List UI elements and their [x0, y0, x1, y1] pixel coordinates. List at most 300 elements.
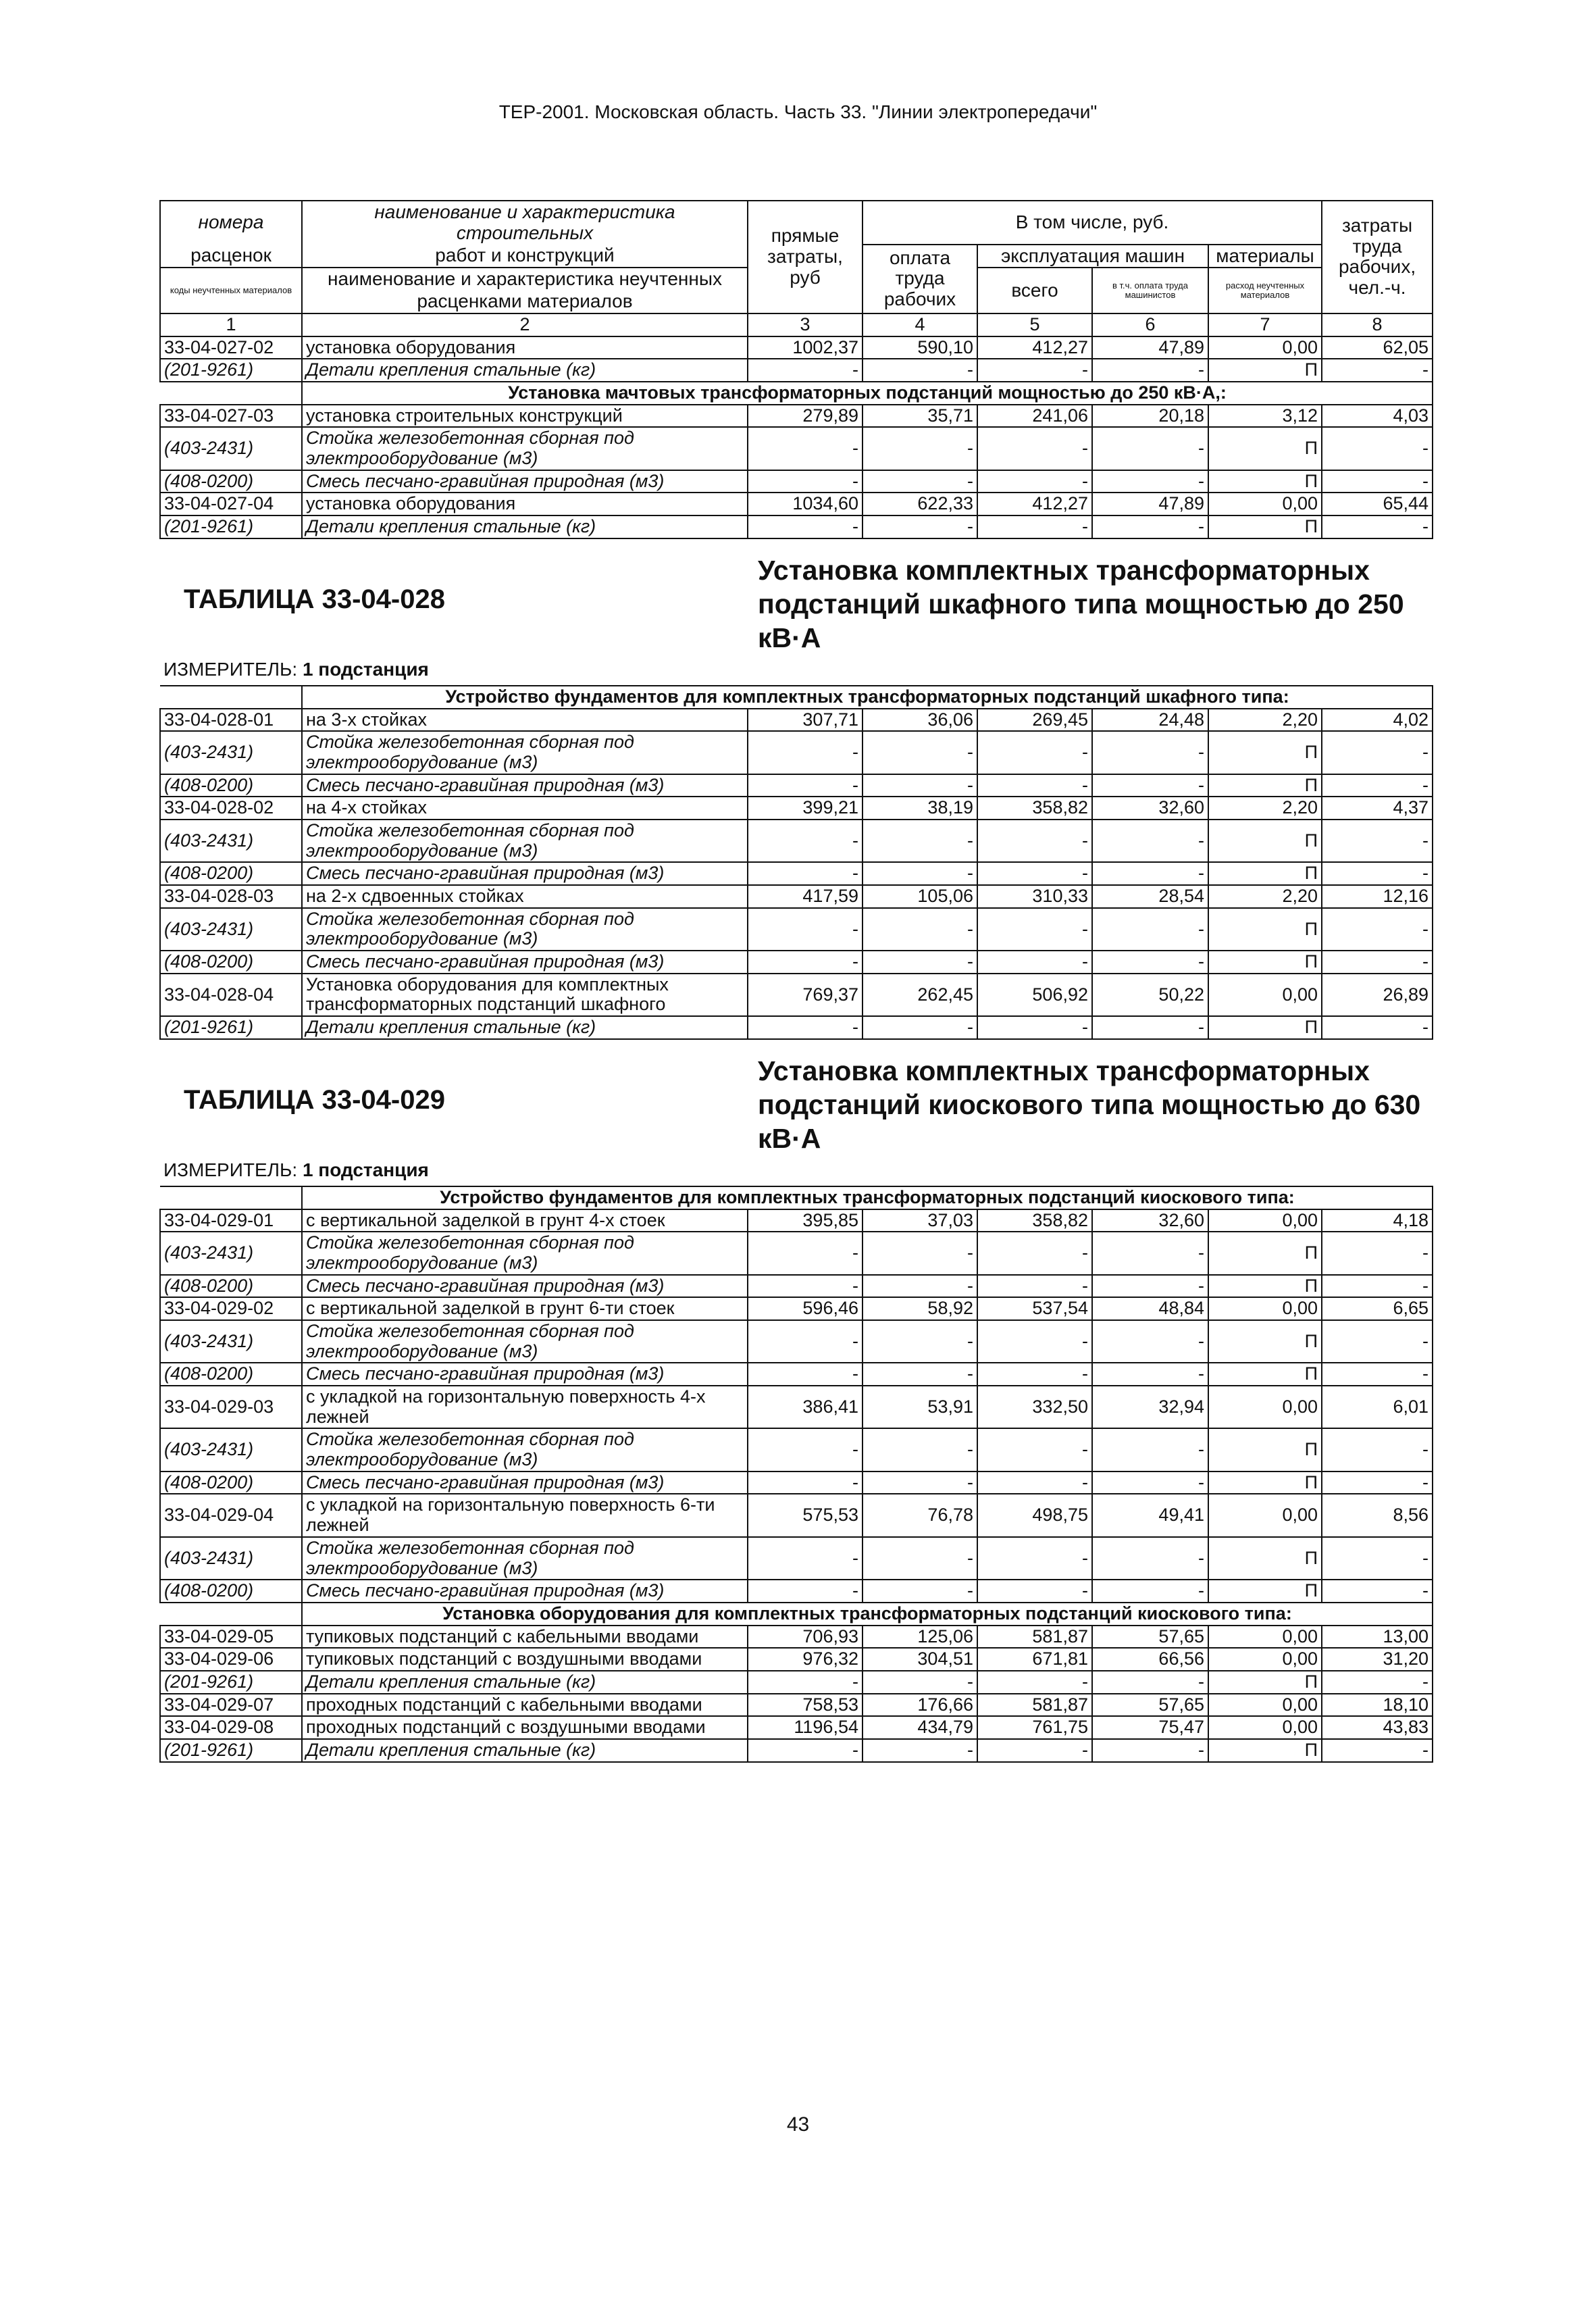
rate-code: 33-04-028-03 — [160, 885, 302, 908]
value-cell: 596,46 — [748, 1297, 863, 1320]
value-cell: - — [1322, 515, 1433, 538]
header-col2-a: наименование и характеристика строительных — [302, 201, 748, 245]
material-row — [160, 820, 1433, 862]
value-cell: 6,65 — [1322, 1297, 1433, 1320]
value-cell: - — [977, 1671, 1092, 1694]
material-row — [160, 1739, 1433, 1762]
rate-code: 33-04-029-01 — [160, 1209, 302, 1232]
table-027-mast-rows — [160, 405, 1433, 538]
value-cell: - — [1322, 1472, 1433, 1494]
material-code: (408-0200) — [160, 1363, 302, 1386]
value-cell: 581,87 — [977, 1694, 1092, 1717]
value-cell: - — [1092, 1739, 1208, 1762]
value-cell: - — [977, 1320, 1092, 1363]
meter-row — [160, 1156, 1433, 1186]
material-name: Стойка железобетонная сборная под электрооборудование (м3) — [302, 820, 748, 862]
column-number: 8 — [1322, 313, 1433, 336]
table-029-title-row — [160, 1039, 1433, 1156]
material-name: Смесь песчано-гравийная природная (м3) — [302, 1580, 748, 1603]
material-name: Стойка железобетонная сборная под электрооборудование (м3) — [302, 1537, 748, 1580]
value-cell: 0,00 — [1208, 493, 1322, 515]
meter-label: ИЗМЕРИТЕЛЬ: — [163, 659, 298, 680]
value-cell: - — [748, 908, 863, 951]
value-cell: - — [1322, 427, 1433, 470]
rate-row — [160, 1694, 1433, 1717]
rate-row — [160, 1648, 1433, 1671]
value-cell: 2,20 — [1208, 709, 1322, 732]
column-number: 6 — [1092, 313, 1208, 336]
value-cell: - — [748, 1016, 863, 1039]
value-cell: - — [1092, 731, 1208, 774]
rate-name: установка строительных конструкций — [302, 405, 748, 428]
rate-name: тупиковых подстанций с воздушными вводами — [302, 1648, 748, 1671]
value-cell: 358,82 — [977, 797, 1092, 820]
table-029-equipment-rows — [160, 1626, 1433, 1762]
header-col3: прямые затраты, руб — [748, 201, 863, 313]
rate-code: 33-04-028-04 — [160, 974, 302, 1016]
value-cell: - — [1322, 1739, 1433, 1762]
rate-row — [160, 797, 1433, 820]
value-cell: 358,82 — [977, 1209, 1092, 1232]
value-cell: - — [748, 1428, 863, 1471]
header-col4: оплата труда рабочих — [863, 245, 977, 313]
value-cell: П — [1208, 774, 1322, 797]
value-cell: П — [1208, 1580, 1322, 1603]
value-cell: П — [1208, 908, 1322, 951]
header-col1-c: коды неучтенных материалов — [160, 268, 302, 313]
value-cell: - — [863, 731, 977, 774]
rate-code: 33-04-028-02 — [160, 797, 302, 820]
value-cell: - — [1322, 731, 1433, 774]
value-cell: - — [1092, 1671, 1208, 1694]
value-cell: - — [1092, 359, 1208, 382]
value-cell: - — [1322, 820, 1433, 862]
material-name: Стойка железобетонная сборная под электрооборудование (м3) — [302, 1320, 748, 1363]
rate-name: на 4-х стойках — [302, 797, 748, 820]
value-cell: 761,75 — [977, 1716, 1092, 1739]
material-name: Смесь песчано-гравийная природная (м3) — [302, 1363, 748, 1386]
material-name: Смесь песчано-гравийная природная (м3) — [302, 470, 748, 493]
material-code: (403-2431) — [160, 1537, 302, 1580]
value-cell: - — [977, 908, 1092, 951]
value-cell: - — [977, 862, 1092, 885]
material-code: (408-0200) — [160, 1275, 302, 1298]
table-name: Установка комплектных трансформаторных подстанций шкафного типа мощностью до 250 кВ·А — [758, 554, 1404, 653]
value-cell: 36,06 — [863, 709, 977, 732]
value-cell: - — [1092, 1363, 1208, 1386]
value-cell: - — [1092, 1320, 1208, 1363]
value-cell: - — [977, 515, 1092, 538]
rate-name: с укладкой на горизонтальную поверхность 4-х лежней — [302, 1386, 748, 1428]
material-code: (201-9261) — [160, 1671, 302, 1694]
value-cell: 706,93 — [748, 1626, 863, 1649]
value-cell: 0,00 — [1208, 1694, 1322, 1717]
value-cell: - — [863, 470, 977, 493]
value-cell: 0,00 — [1208, 1716, 1322, 1739]
material-code: (408-0200) — [160, 862, 302, 885]
material-code: (403-2431) — [160, 427, 302, 470]
value-cell: 4,02 — [1322, 709, 1433, 732]
value-cell: - — [748, 1580, 863, 1603]
value-cell: - — [1322, 1537, 1433, 1580]
value-cell: 1002,37 — [748, 336, 863, 359]
value-cell: - — [748, 1275, 863, 1298]
value-cell: 49,41 — [1092, 1494, 1208, 1536]
value-cell: 976,32 — [748, 1648, 863, 1671]
material-name: Стойка железобетонная сборная под электрооборудование (м3) — [302, 1232, 748, 1274]
value-cell: - — [1322, 908, 1433, 951]
material-code: (403-2431) — [160, 1428, 302, 1471]
material-name: Детали крепления стальные (кг) — [302, 1671, 748, 1694]
value-cell: - — [1322, 1016, 1433, 1039]
value-cell: - — [863, 820, 977, 862]
value-cell: - — [748, 1363, 863, 1386]
rate-code: 33-04-029-04 — [160, 1494, 302, 1536]
value-cell: - — [863, 1428, 977, 1471]
value-cell: 62,05 — [1322, 336, 1433, 359]
value-cell: - — [977, 359, 1092, 382]
material-name: Детали крепления стальные (кг) — [302, 1016, 748, 1039]
material-row — [160, 1428, 1433, 1471]
value-cell: - — [1322, 774, 1433, 797]
value-cell: - — [1092, 470, 1208, 493]
material-code: (408-0200) — [160, 470, 302, 493]
material-row — [160, 774, 1433, 797]
value-cell: 671,81 — [977, 1648, 1092, 1671]
section-row — [160, 686, 1433, 709]
value-cell: 8,56 — [1322, 1494, 1433, 1536]
meter-value: 1 подстанция — [302, 659, 429, 680]
value-cell: 53,91 — [863, 1386, 977, 1428]
material-code: (403-2431) — [160, 1232, 302, 1274]
material-name: Смесь песчано-гравийная природная (м3) — [302, 951, 748, 974]
page-header: ТЕР-2001. Московская область. Часть 33. "Линии электропередачи" — [498, 101, 1098, 122]
value-cell: 35,71 — [863, 405, 977, 428]
value-cell: - — [1092, 1016, 1208, 1039]
material-row — [160, 1363, 1433, 1386]
value-cell: П — [1208, 1275, 1322, 1298]
header-col6: в т.ч. оплата труда машинистов — [1092, 268, 1208, 313]
material-name: Смесь песчано-гравийная природная (м3) — [302, 862, 748, 885]
header-col7-a: материалы — [1208, 245, 1322, 268]
value-cell: 50,22 — [1092, 974, 1208, 1016]
value-cell: 262,45 — [863, 974, 977, 1016]
value-cell: - — [977, 1580, 1092, 1603]
value-cell: П — [1208, 1363, 1322, 1386]
value-cell: - — [1092, 862, 1208, 885]
value-cell: - — [863, 1537, 977, 1580]
value-cell: 310,33 — [977, 885, 1092, 908]
rate-row — [160, 1297, 1433, 1320]
value-cell: - — [863, 774, 977, 797]
value-cell: - — [748, 1320, 863, 1363]
rates-table — [159, 200, 1433, 1763]
value-cell: - — [1322, 1275, 1433, 1298]
value-cell: 269,45 — [977, 709, 1092, 732]
value-cell: 28,54 — [1092, 885, 1208, 908]
value-cell: - — [748, 862, 863, 885]
value-cell: 0,00 — [1208, 1494, 1322, 1536]
value-cell: П — [1208, 862, 1322, 885]
value-cell: 48,84 — [1092, 1297, 1208, 1320]
value-cell: - — [1322, 470, 1433, 493]
value-cell: 18,10 — [1322, 1694, 1433, 1717]
value-cell: 3,12 — [1208, 405, 1322, 428]
rate-code: 33-04-029-03 — [160, 1386, 302, 1428]
value-cell: - — [1322, 359, 1433, 382]
rate-code: 33-04-028-01 — [160, 709, 302, 732]
rate-code: 33-04-029-08 — [160, 1716, 302, 1739]
section-title-mast: Установка мачтовых трансформаторных подстанций мощностью до 250 кВ·А,: — [302, 382, 1433, 405]
value-cell: - — [748, 774, 863, 797]
rate-row — [160, 885, 1433, 908]
material-name: Стойка железобетонная сборная под электрооборудование (м3) — [302, 427, 748, 470]
value-cell: - — [863, 862, 977, 885]
material-row — [160, 1016, 1433, 1039]
material-name: Стойка железобетонная сборная под электрооборудование (м3) — [302, 908, 748, 951]
rate-row — [160, 1494, 1433, 1536]
table-id: ТАБЛИЦА 33-04-029 — [184, 1084, 445, 1115]
value-cell: - — [1322, 1363, 1433, 1386]
value-cell: - — [748, 820, 863, 862]
value-cell: - — [1322, 1320, 1433, 1363]
value-cell: 4,37 — [1322, 797, 1433, 820]
material-name: Смесь песчано-гравийная природная (м3) — [302, 1472, 748, 1494]
value-cell: - — [1092, 908, 1208, 951]
value-cell: - — [1322, 1428, 1433, 1471]
value-cell: - — [977, 1428, 1092, 1471]
value-cell: 395,85 — [748, 1209, 863, 1232]
section-title: Устройство фундаментов для комплектных трансформаторных подстанций киоскового типа: — [302, 1186, 1433, 1209]
header-col2-b: работ и конструкций — [302, 245, 748, 268]
value-cell: - — [1092, 515, 1208, 538]
value-cell: 0,00 — [1208, 1297, 1322, 1320]
value-cell: 590,10 — [863, 336, 977, 359]
header-group: В том числе, руб. — [863, 201, 1322, 245]
value-cell: - — [748, 1739, 863, 1762]
material-row — [160, 515, 1433, 538]
value-cell: - — [863, 951, 977, 974]
value-cell: - — [977, 820, 1092, 862]
value-cell: 32,60 — [1092, 797, 1208, 820]
column-number: 1 — [160, 313, 302, 336]
value-cell: 769,37 — [748, 974, 863, 1016]
value-cell: - — [1322, 951, 1433, 974]
material-row — [160, 427, 1433, 470]
value-cell: - — [1322, 862, 1433, 885]
rate-row — [160, 493, 1433, 515]
value-cell: 47,89 — [1092, 493, 1208, 515]
value-cell: - — [977, 470, 1092, 493]
rate-name: тупиковых подстанций с кабельными вводами — [302, 1626, 748, 1649]
value-cell: П — [1208, 1537, 1322, 1580]
value-cell: 65,44 — [1322, 493, 1433, 515]
table-id: ТАБЛИЦА 33-04-028 — [184, 584, 445, 614]
value-cell: 24,48 — [1092, 709, 1208, 732]
value-cell: 622,33 — [863, 493, 977, 515]
header-col2-d: расценками материалов — [302, 291, 748, 313]
value-cell: - — [863, 908, 977, 951]
value-cell: 2,20 — [1208, 797, 1322, 820]
value-cell: - — [977, 1537, 1092, 1580]
value-cell: - — [748, 1537, 863, 1580]
material-code: (408-0200) — [160, 951, 302, 974]
column-number: 3 — [748, 313, 863, 336]
rate-row — [160, 1386, 1433, 1428]
value-cell: 412,27 — [977, 493, 1092, 515]
value-cell: - — [977, 427, 1092, 470]
value-cell: - — [748, 951, 863, 974]
rate-name: с вертикальной заделкой в грунт 6-ти стоек — [302, 1297, 748, 1320]
rate-row — [160, 974, 1433, 1016]
value-cell: 758,53 — [748, 1694, 863, 1717]
value-cell: - — [748, 515, 863, 538]
material-code: (403-2431) — [160, 908, 302, 951]
header-machines: эксплуатация машин — [977, 245, 1208, 268]
rate-code: 33-04-029-02 — [160, 1297, 302, 1320]
value-cell: 20,18 — [1092, 405, 1208, 428]
column-numbers-row — [160, 313, 1433, 336]
section-title: Устройство фундаментов для комплектных трансформаторных подстанций шкафного типа: — [302, 686, 1433, 709]
material-name: Детали крепления стальные (кг) — [302, 515, 748, 538]
header-col5: всего — [977, 268, 1092, 313]
rate-code: 33-04-029-07 — [160, 1694, 302, 1717]
value-cell: 434,79 — [863, 1716, 977, 1739]
value-cell: - — [863, 1232, 977, 1274]
value-cell: - — [977, 1472, 1092, 1494]
material-row — [160, 1472, 1433, 1494]
value-cell: - — [977, 731, 1092, 774]
material-row — [160, 359, 1433, 382]
value-cell: 12,16 — [1322, 885, 1433, 908]
value-cell: 581,87 — [977, 1626, 1092, 1649]
value-cell: 279,89 — [748, 405, 863, 428]
value-cell: - — [977, 774, 1092, 797]
meter-label: ИЗМЕРИТЕЛЬ: — [163, 1159, 298, 1181]
value-cell: - — [977, 1363, 1092, 1386]
value-cell: - — [863, 1320, 977, 1363]
value-cell: 0,00 — [1208, 1386, 1322, 1428]
value-cell: - — [863, 515, 977, 538]
value-cell: 304,51 — [863, 1648, 977, 1671]
value-cell: 31,20 — [1322, 1648, 1433, 1671]
value-cell: П — [1208, 470, 1322, 493]
value-cell: П — [1208, 820, 1322, 862]
material-row — [160, 862, 1433, 885]
column-number: 4 — [863, 313, 977, 336]
value-cell: 399,21 — [748, 797, 863, 820]
material-code: (408-0200) — [160, 1580, 302, 1603]
value-cell: 241,06 — [977, 405, 1092, 428]
section-title: Установка оборудования для комплектных трансформаторных подстанций киоскового типа: — [302, 1603, 1433, 1626]
value-cell: 32,94 — [1092, 1386, 1208, 1428]
rate-code: 33-04-027-02 — [160, 336, 302, 359]
value-cell: 105,06 — [863, 885, 977, 908]
value-cell: - — [863, 427, 977, 470]
rate-name: проходных подстанций с воздушными вводами — [302, 1716, 748, 1739]
value-cell: - — [863, 1275, 977, 1298]
material-name: Смесь песчано-гравийная природная (м3) — [302, 1275, 748, 1298]
material-row — [160, 1537, 1433, 1580]
material-name: Детали крепления стальные (кг) — [302, 359, 748, 382]
material-row — [160, 1232, 1433, 1274]
material-code: (408-0200) — [160, 774, 302, 797]
value-cell: 37,03 — [863, 1209, 977, 1232]
value-cell: 575,53 — [748, 1494, 863, 1536]
value-cell: П — [1208, 951, 1322, 974]
rate-name: с укладкой на горизонтальную поверхность 6-ти лежней — [302, 1494, 748, 1536]
value-cell: 506,92 — [977, 974, 1092, 1016]
value-cell: 0,00 — [1208, 1209, 1322, 1232]
section-row — [160, 1186, 1433, 1209]
rate-code: 33-04-029-06 — [160, 1648, 302, 1671]
value-cell: - — [977, 1232, 1092, 1274]
material-name: Стойка железобетонная сборная под электрооборудование (м3) — [302, 731, 748, 774]
section-row — [160, 382, 1433, 405]
value-cell: 537,54 — [977, 1297, 1092, 1320]
value-cell: - — [863, 1472, 977, 1494]
value-cell: П — [1208, 359, 1322, 382]
rate-name: установка оборудования — [302, 336, 748, 359]
value-cell: - — [863, 1739, 977, 1762]
material-code: (201-9261) — [160, 359, 302, 382]
value-cell: - — [863, 1671, 977, 1694]
table-028-rows — [160, 709, 1433, 1039]
value-cell: - — [1322, 1671, 1433, 1694]
material-row — [160, 908, 1433, 951]
value-cell: П — [1208, 427, 1322, 470]
table-027-top-rows — [160, 336, 1433, 382]
value-cell: 38,19 — [863, 797, 977, 820]
value-cell: П — [1208, 1428, 1322, 1471]
value-cell: П — [1208, 1016, 1322, 1039]
value-cell: - — [748, 1472, 863, 1494]
value-cell: 332,50 — [977, 1386, 1092, 1428]
material-name: Детали крепления стальные (кг) — [302, 1739, 748, 1762]
value-cell: 386,41 — [748, 1386, 863, 1428]
material-name: Стойка железобетонная сборная под электрооборудование (м3) — [302, 1428, 748, 1471]
value-cell: - — [748, 359, 863, 382]
value-cell: 57,65 — [1092, 1626, 1208, 1649]
value-cell: 498,75 — [977, 1494, 1092, 1536]
material-name: Смесь песчано-гравийная природная (м3) — [302, 774, 748, 797]
value-cell: 1196,54 — [748, 1716, 863, 1739]
value-cell: 0,00 — [1208, 1648, 1322, 1671]
rate-name: установка оборудования — [302, 493, 748, 515]
rate-code: 33-04-027-04 — [160, 493, 302, 515]
value-cell: 76,78 — [863, 1494, 977, 1536]
value-cell: - — [1092, 1232, 1208, 1274]
value-cell: - — [1092, 1275, 1208, 1298]
header-row-1 — [160, 201, 1433, 245]
value-cell: 4,03 — [1322, 405, 1433, 428]
value-cell: - — [748, 1232, 863, 1274]
value-cell: 75,47 — [1092, 1716, 1208, 1739]
value-cell: П — [1208, 1232, 1322, 1274]
material-row — [160, 731, 1433, 774]
value-cell: 26,89 — [1322, 974, 1433, 1016]
value-cell: П — [1208, 1671, 1322, 1694]
value-cell: П — [1208, 1739, 1322, 1762]
value-cell: 412,27 — [977, 336, 1092, 359]
value-cell: - — [977, 1275, 1092, 1298]
material-code: (201-9261) — [160, 1739, 302, 1762]
material-row — [160, 1580, 1433, 1603]
rate-name: на 2-х сдвоенных стойках — [302, 885, 748, 908]
value-cell: 13,00 — [1322, 1626, 1433, 1649]
rate-name: на 3-х стойках — [302, 709, 748, 732]
rate-row — [160, 405, 1433, 428]
